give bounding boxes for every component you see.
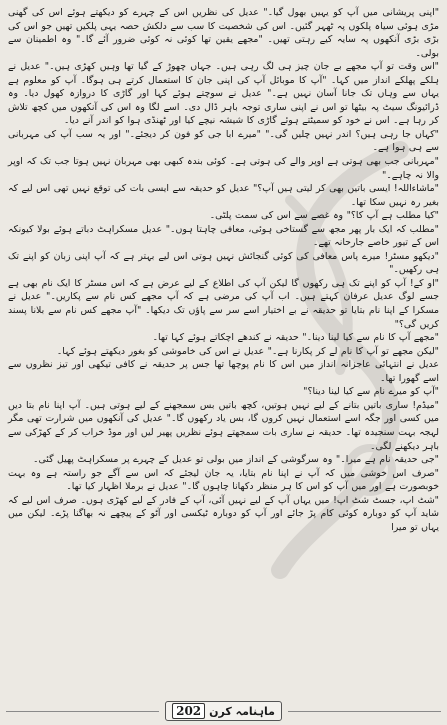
paragraph: "مجھے آپ کا نام سے کیا لینا دینا۔" حدیقہ نے کندھے اچکاتے ہوئے کہا تھا۔ xyxy=(152,332,439,344)
paragraph: "ماشاءاللہ! ایسی باتیں بھی کر لیتی ہیں آپ؟" عدیل کو حدیقہ سے ایسی بات کی توقع نہیں تھی اس لیے کہ بغیر رہ نہیں سکا تھا۔ xyxy=(8,183,439,208)
paragraph: "دیکھو مسٹر! میرے پاس معافی کی کوئی گنجائش نہیں ہوتی اس لیے بہتر ہے کہ آپ اپنی زبان کو اپنے تک ہی رکھیں۔" xyxy=(8,250,439,276)
paragraph: "میڈم! ساری باتیں بتانے کے لیے نہیں ہوتیں، کچھ باتیں بس سمجھنے کے لیے ہوتی ہیں۔ آپ اپنا نام بتا دیں میں کسی اور جگہ اسے استعمال نہیں کروں گا، بس یاد رکھوں گا۔" عدیل کی آنکھوں میں شرارت تھی مگر لہجہ بہت سنجیدہ تھا۔ حدیقہ نے ساری بات سمجھتے ہوئے نظریں پھیر لیں اور موڈ خراب کر کے کھڑکی سے باہر دیکھنے لگی۔ xyxy=(8,399,439,452)
paragraph: عدیل نے انتہائی عاجزانہ انداز میں اس کا نام پوچھا تھا جس پر حدیقہ نے کافی تیکھی اور تیز نظروں سے اسے گھورا تھا۔ xyxy=(8,359,439,384)
paragraph: "مہربانی جب بھی ہوتی ہے اوپر والے کی ہوتی ہے۔ کوئی بندہ کبھی بھی مہربان نہیں ہوتا جب تک کہ اوپر والا نہ چاہے۔" xyxy=(8,156,439,181)
paragraph: "مطلب کہ ایک بار پھر مجھ سے گستاخی ہوئی، معافی چاہتا ہوں۔" عدیل مسکراہٹ دباتے ہوئے بولا کیونکہ اس کے تیور خاصے جارحانہ تھے۔ xyxy=(8,223,439,249)
paragraph: "آپ کو میرے نام سے کیا لینا دینا؟" xyxy=(303,386,439,398)
paragraph: "کیا مطلب ہے آپ کا؟" وہ غصے سے اس کی سمت پلٹی۔ xyxy=(209,210,439,222)
footer-divider xyxy=(6,711,159,712)
footer-badge xyxy=(165,701,282,721)
magazine-title: ماہنامہ کرن xyxy=(209,704,275,718)
paragraph: "جی حدیقہ نام ہے میرا۔" وہ سرگوشی کے انداز میں بولی تو عدیل کے چہرے پر مسکراہٹ پھیل گئی۔ xyxy=(32,454,439,466)
article-body xyxy=(8,6,439,534)
page-footer xyxy=(0,700,447,722)
paragraph: "لیکن مجھے تو آپ کا نام لے کر پکارنا ہے۔" عدیل نے اس کی خاموشی کو بغور دیکھتے ہوئے کہا۔ xyxy=(56,345,439,357)
paragraph: "او کے! آپ کو اپنے تک ہی رکھوں گا لیکن آپ کی اطلاع کے لیے عرض ہے کہ اس مسٹر کا ایک نام بھی ہے جسے لوگ عدیل عرفان کہتے ہیں۔ اب آپ کی مرضی ہے کہ آپ مجھے کس نام سے پکاریں۔" عدیل نے مسکرا کے اپنا نام بتایا تو حدیقہ نے بے اختیار اسے سر سے پاؤں تک دیکھا۔ "آپ مجھے کس نام سے بلانا پسند کریں گی؟" xyxy=(8,277,439,330)
paragraph: "صرف اس خوشی میں کہ آپ نے اپنا نام بتایا، یہ جان لیجئے کہ اس سے آگے جو راستہ ہے وہ بہت خوبصورت ہے اور میں آپ کو اس کا ہر منظر دکھانا چاہوں گا۔" عدیل نے برملا اظہار کیا تھا۔ xyxy=(8,467,439,493)
paragraph: "شٹ اپ، جسٹ شٹ اپ! میں یہاں آپ کے لیے نہیں آئی، آپ کے فادر کے لیے کھڑی ہوں۔ صرف اس لیے کہ شاید آپ کو دوبارہ کوئی کام پڑ جائے اور آپ کو دوبارہ ٹیکسی اور آٹو کے پیچھے نہ بھاگنا پڑے۔ لیکن میں یہاں تو میرا xyxy=(8,494,439,533)
paragraph: "اس وقت تو آپ مجھے بے جان چیز ہی لگ رہی ہیں۔ جہاں چھوڑ کے گیا تھا وہیں کھڑی ہیں۔" عدیل نے ہلکے پھلکے انداز میں کہا۔ "آپ کا موبائل آپ کی اپنی جان کا استعمال کرتے ہی ہوگا۔ آپ کو معلوم ہے یہاں سے وہاں تک جانا آسان نہیں ہے۔" عدیل نے سوچتے ہوئے کہا اور گاڑی کا دروازہ کھول دیا۔ وہ ڈرائیونگ سیٹ پہ بیٹھا تو اس نے اپنی ساری توجہ باہر ڈال دی۔ اسے لگا وہ اس کی آنکھوں میں کچھ تلاش کر رہا ہے۔ اس نے خود کو سمیٹتے ہوئے گاڑی کا شیشہ نیچے کیا اور ٹھنڈی ہوا کو اندر آنے دیا۔ xyxy=(8,61,439,127)
paragraph: "کہاں جا رہی ہیں؟ اندر نہیں چلیں گی۔" "میرے ابا جی کو فون کر دیجئے۔" اور یہ سب آپ کی مہربانی سے ہی ہوا ہے۔ xyxy=(8,128,439,154)
footer-divider xyxy=(288,711,441,712)
paragraph: "اپنی پریشانی میں آپ کو یہیں بھول گیا۔" عدیل کی نظریں اس کے چہرے کو دیکھتے ہوئے اس کی گھنی مڑی ہوئی سیاہ پلکوں پہ ٹھہر گئیں۔ اس کی شخصیت کا سب سے دلکش حصہ یہی پلکیں تھیں جو اس کی بڑی بڑی آنکھوں پہ سایہ کیے رہتی تھیں۔ "مجھے یقین تھا کوئی نہ کوئی ضرور آئے گا۔" وہ اطمینان سے بولی۔ xyxy=(8,7,439,59)
page-number: 202 xyxy=(172,703,205,719)
